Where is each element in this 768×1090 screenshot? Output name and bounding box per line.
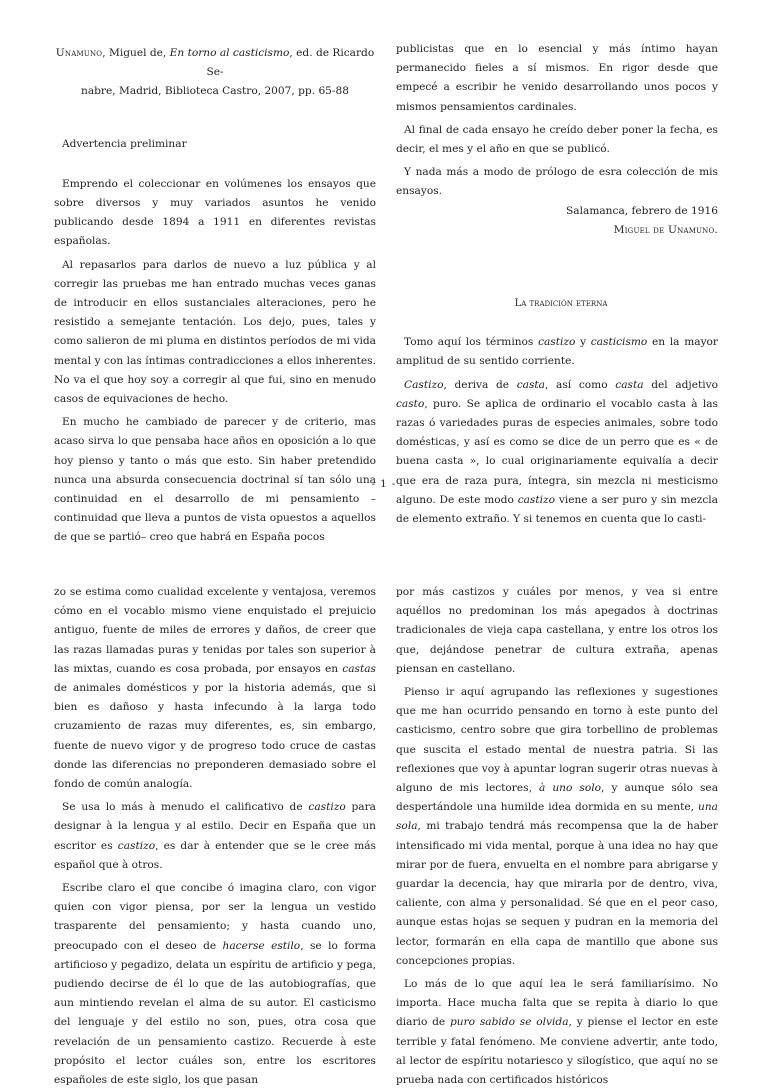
page1-right-column xyxy=(396,40,718,529)
page2-paragraph-2: Se usa lo más à menudo el calificativo de castizo para designar à la lengua y al estilo. Decir en España que un escritor es castizo, es dar à entender que se le cree más español que à otros. xyxy=(54,801,376,871)
bibliographic-reference: Unamuno, Miguel de, En torno al casticismo, ed. de Ricardo Se- nabre, Madrid, Biblioteca Castro, 2007, pp. 65-88 xyxy=(55,47,375,98)
page2-right-paragraph-1: por más castizos y cuáles por menos, y vea si entre aquéllos no predominan los más apegados à doctrinas tradicionales de vieja capa castellana, y entre los otros los que, dejándose penetrar de cultura extraña, apenas piensan en castellano. xyxy=(396,586,718,675)
page2-paragraph-1: zo se estima como cualidad excelente y ventajosa, veremos cómo en el vocablo mismo viene enquistado el prejuicio antiguo, fuente de miles de errores y daños, de creer que las razas llamadas puras y tenidas por tales son superior à las mixtas, cuando es cosa probada, por ensayos en castas de animales domésticos y por la historia además, que si bien es dañoso y hasta infecundo à la larga todo cruzamiento de razas muy diferentes, es, sin embargo, fuente de nuevo vigor y de progreso todo cruce de castas donde las diferencias no preponderen demasiado sobre el fondo de común analogía. xyxy=(54,586,376,791)
book-title: En torno al casticismo xyxy=(169,47,290,59)
preface-paragraph-3-continued: publicistas que en lo esencial y más íntimo hayan permanecido fieles a sí mismos. En rigor desde que empecé a escribir he venido desarrollando unos pocos y mismos pensamientos cardinales. xyxy=(396,43,718,113)
author-name: Unamuno xyxy=(55,47,103,59)
preface-paragraph-5: Y nada más a modo de prólogo de esra colección de mis ensayos. xyxy=(396,166,718,198)
page-number: - 1 - xyxy=(371,479,397,490)
reference-edition: nabre, Madrid, Biblioteca Castro, 2007, pp. 65-88 xyxy=(81,85,349,98)
preface-paragraph-1: Emprendo el coleccionar en volúmenes los ensayos que sobre diversos y muy variados asuntos he venido publicando desde 1894 a 1911 en diferentes revistas españolas. xyxy=(54,177,376,248)
preface-heading: Advertencia preliminar xyxy=(62,137,187,150)
place-date: Salamanca, febrero de 1916 xyxy=(566,204,718,217)
preface-paragraph-4: Al final de cada ensayo he creído deber poner la fecha, es decir, el mes y el año en que se publicó. xyxy=(396,123,718,156)
page1-left-column xyxy=(54,44,376,548)
page2-right-column xyxy=(396,583,718,1090)
section-paragraph-1: Tomo aquí los términos castizo y casticismo en la mayor amplitud de su sentido corriente. xyxy=(396,336,718,368)
section-title: La tradición eterna xyxy=(514,298,608,310)
signature: Miguel de Unamuno. xyxy=(613,223,718,236)
page2-left-column xyxy=(54,583,376,1090)
preface-paragraph-3: En mucho he cambiado de parecer y de criterio, mas acaso sirva lo que pensaba hace años en oposición a lo que hoy pienso y tanto o más que esto. Sin haber pretendido nunca una absurda consecuencia doctrinal sí tan sólo una continuidad en el desarrollo de mi pensamiento –continuidad que lleva a puntos de vista opuestos a aquellos de que se partió– creo que habrá en España pocos xyxy=(54,416,376,544)
section-paragraph-2: Castizo, deriva de casta, así como casta del adjetivo casto, puro. Se aplica de ordinario el vocablo casta à las razas ó variedades puras de especies animales, sobre todo domésticas, y así es como se dice de un perro que es « de buena casta », lo cual originariamente equivalía a decir que era de raza pura, íntegra, sin mezcla ni mesticismo alguno. De este modo castizo viene a ser puro y sin mezcla de elemento extraño. Y si tenemos en cuenta que lo casti- xyxy=(396,378,718,526)
page2-right-paragraph-3: Lo más de lo que aquí lea le será familiarísimo. No importa. Hace mucha falta que se repita à diario lo que diario de puro sabido se olvida, y piense el lector en este terrible y fatal fenómeno. Me conviene advertir, ante todo, al lector de espíritu notariesco y silogístico, que aquí no se prueba nada con certificados históricos xyxy=(396,978,718,1087)
page2-right-paragraph-2: Pienso ir aquí agrupando las reflexiones y sugestiones que me han ocurrido pensando en torno à este punto del casticismo, centro sobre que gira torbellino de problemas que suscita el estado mental de nuestra patria. Si las reflexiones que voy à apuntar logran sugerir otras nuevas à alguno de mis lectores, à uno solo, y aunque sólo sea despertándole una humilde idea dormida en su mente, una sola, mi trabajo tendrá más recompensa que la de haber intensificado mi vida mental, porque à una idea no hay que mirar por de fuera, envuelta en el nombre para abrigarse y guardar la decencia, hay que mirarla por de dentro, viva, caliente, con alma y personalidad. Sé que en el peor caso, aunque estas hojas se sequen y pudran en la memoria del lector, formarán en ella capa de mantillo que abone sus concepciones propias. xyxy=(396,686,719,967)
page2-paragraph-3: Escribe claro el que concibe ó imagina claro, con vigor quien con vigor piensa, por ser la lengua un vestido trasparente del pensamiento; y hasta cuando uno, preocupado con el deseo de hacerse estilo, se lo forma artificioso y pegadizo, delata un espíritu de artificio y pega, pudiendo decirse de él lo que de las autobiografías, que aun mintiendo revelan el alma de su autor. El casticismo del lenguaje y del estilo no son, pues, otra cosa que revelación de un pensamiento castizo. Recuerde à este propósito el lector cuáles son, entre los escritores españoles de este siglo, los que pasan xyxy=(54,882,376,1087)
preface-paragraph-2: Al repasarlos para darlos de nuevo a luz pública y al corregir las pruebas me han entrado muchas veces ganas de introducir en ellos sustanciales alteraciones, pero he resistido a semejante tentación. Los dejo, pues, tales y como salieron de mi pluma en distintos períodos de mi vida mental y con las íntimas contradicciones a ellos inherentes. No va el que hoy soy a corregir al que fui, sino en menudo casos de equivaciones de hecho. xyxy=(54,258,376,406)
